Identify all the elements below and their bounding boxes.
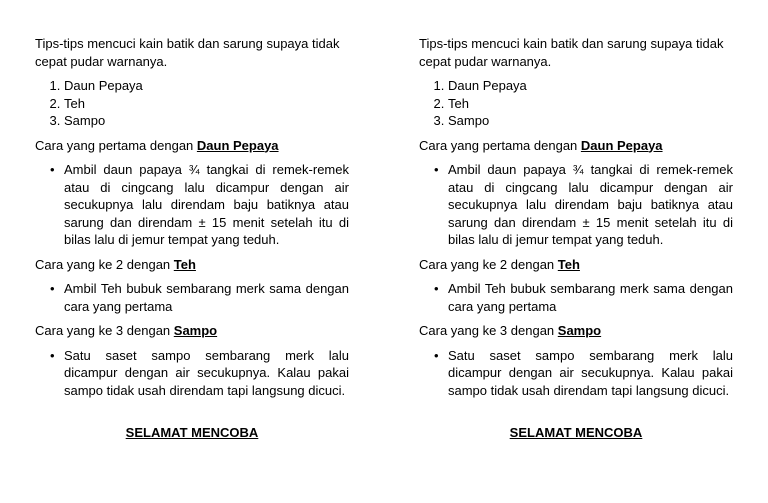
- list-item-daun-pepaya: 1. Daun Pepaya: [448, 77, 733, 95]
- method-2-name: Teh: [557, 256, 580, 272]
- method-3-name: Sampo: [173, 323, 218, 338]
- method-3-prefix: Cara yang ke 3 dengan: [35, 323, 174, 338]
- method-2-heading: [35, 256, 349, 274]
- method-2-heading: [419, 256, 733, 274]
- method-3-heading: [35, 322, 349, 340]
- method-3-heading: [419, 322, 733, 340]
- method-2-prefix: Cara yang ke 2 dengan: [35, 256, 174, 272]
- method-2-list: [419, 280, 733, 315]
- method-2-bullet: [419, 280, 733, 315]
- method-3-list: [35, 347, 349, 400]
- list-item-teh: 2. Teh: [448, 95, 733, 113]
- left-column: [35, 35, 349, 442]
- method-3-text: Satu saset sampo sembarang merk lalu dicampur dengan air secukupnya. Kalau pakai sampo tidak usah direndam tapi langsung dicuci.: [448, 347, 733, 398]
- method-3-name: Sampo: [557, 323, 602, 338]
- method-2-list: [35, 280, 349, 315]
- method-3-bullet: [419, 347, 733, 400]
- method-2-text: Ambil Teh bubuk sembarang merk sama dengan cara yang pertama: [64, 281, 349, 314]
- intro-text: Tips-tips mencuci kain batik dan sarung supaya tidak cepat pudar warnanya.: [35, 36, 340, 69]
- list-item-daun-pepaya: 1. Daun Pepaya: [64, 77, 349, 95]
- closing-text: SELAMAT MENCOBA: [125, 425, 259, 440]
- bullet-icon: •: [434, 162, 439, 177]
- method-1-name: Daun Pepaya: [196, 137, 279, 153]
- method-1-prefix: Cara yang pertama dengan: [419, 137, 581, 153]
- method-2-text: Ambil Teh bubuk sembarang merk sama dengan cara yang pertama: [448, 281, 733, 314]
- ingredient-list: [419, 77, 733, 130]
- list-item-sampo: 3. Sampo: [64, 112, 349, 130]
- method-1-text: Ambil daun papaya ¾ tangkai di remek-remek atau di cingcang lalu dicampur dengan air secukupnya lalu direndam baju batiknya atau sarung dan direndam ± 15 menit setelah itu di bilas lalu di jemur tempat yang teduh.: [448, 162, 733, 247]
- closing-text: SELAMAT MENCOBA: [509, 425, 643, 440]
- bullet-icon: •: [434, 347, 439, 363]
- method-1-prefix: Cara yang pertama dengan: [35, 137, 197, 153]
- method-1-text: Ambil daun papaya ¾ tangkai di remek-remek atau di cingcang lalu dicampur dengan air secukupnya lalu direndam baju batiknya atau sarung dan direndam ± 15 menit setelah itu di bilas lalu di jemur tempat yang teduh.: [64, 162, 349, 247]
- method-3-list: [419, 347, 733, 400]
- method-1-heading: [419, 137, 733, 155]
- method-3-prefix: Cara yang ke 3 dengan: [419, 323, 558, 338]
- list-item-teh: 2. Teh: [64, 95, 349, 113]
- intro-text: Tips-tips mencuci kain batik dan sarung supaya tidak cepat pudar warnanya.: [419, 36, 724, 69]
- ingredient-list: [35, 77, 349, 130]
- list-item-sampo: 3. Sampo: [448, 112, 733, 130]
- method-2-bullet: [35, 280, 349, 315]
- method-2-prefix: Cara yang ke 2 dengan: [419, 256, 558, 272]
- method-1-list: [419, 161, 733, 249]
- bullet-icon: •: [50, 281, 55, 296]
- method-2-name: Teh: [173, 256, 196, 272]
- right-column: [419, 35, 733, 442]
- method-1-bullet: [419, 161, 733, 249]
- bullet-icon: •: [50, 162, 55, 177]
- method-1-bullet: [35, 161, 349, 249]
- method-1-list: [35, 161, 349, 249]
- method-1-heading: [35, 137, 349, 155]
- bullet-icon: •: [50, 347, 55, 363]
- method-1-name: Daun Pepaya: [580, 137, 663, 153]
- bullet-icon: •: [434, 281, 439, 296]
- method-3-text: Satu saset sampo sembarang merk lalu dicampur dengan air secukupnya. Kalau pakai sampo tidak usah direndam tapi langsung dicuci.: [64, 347, 349, 398]
- method-3-bullet: [35, 347, 349, 400]
